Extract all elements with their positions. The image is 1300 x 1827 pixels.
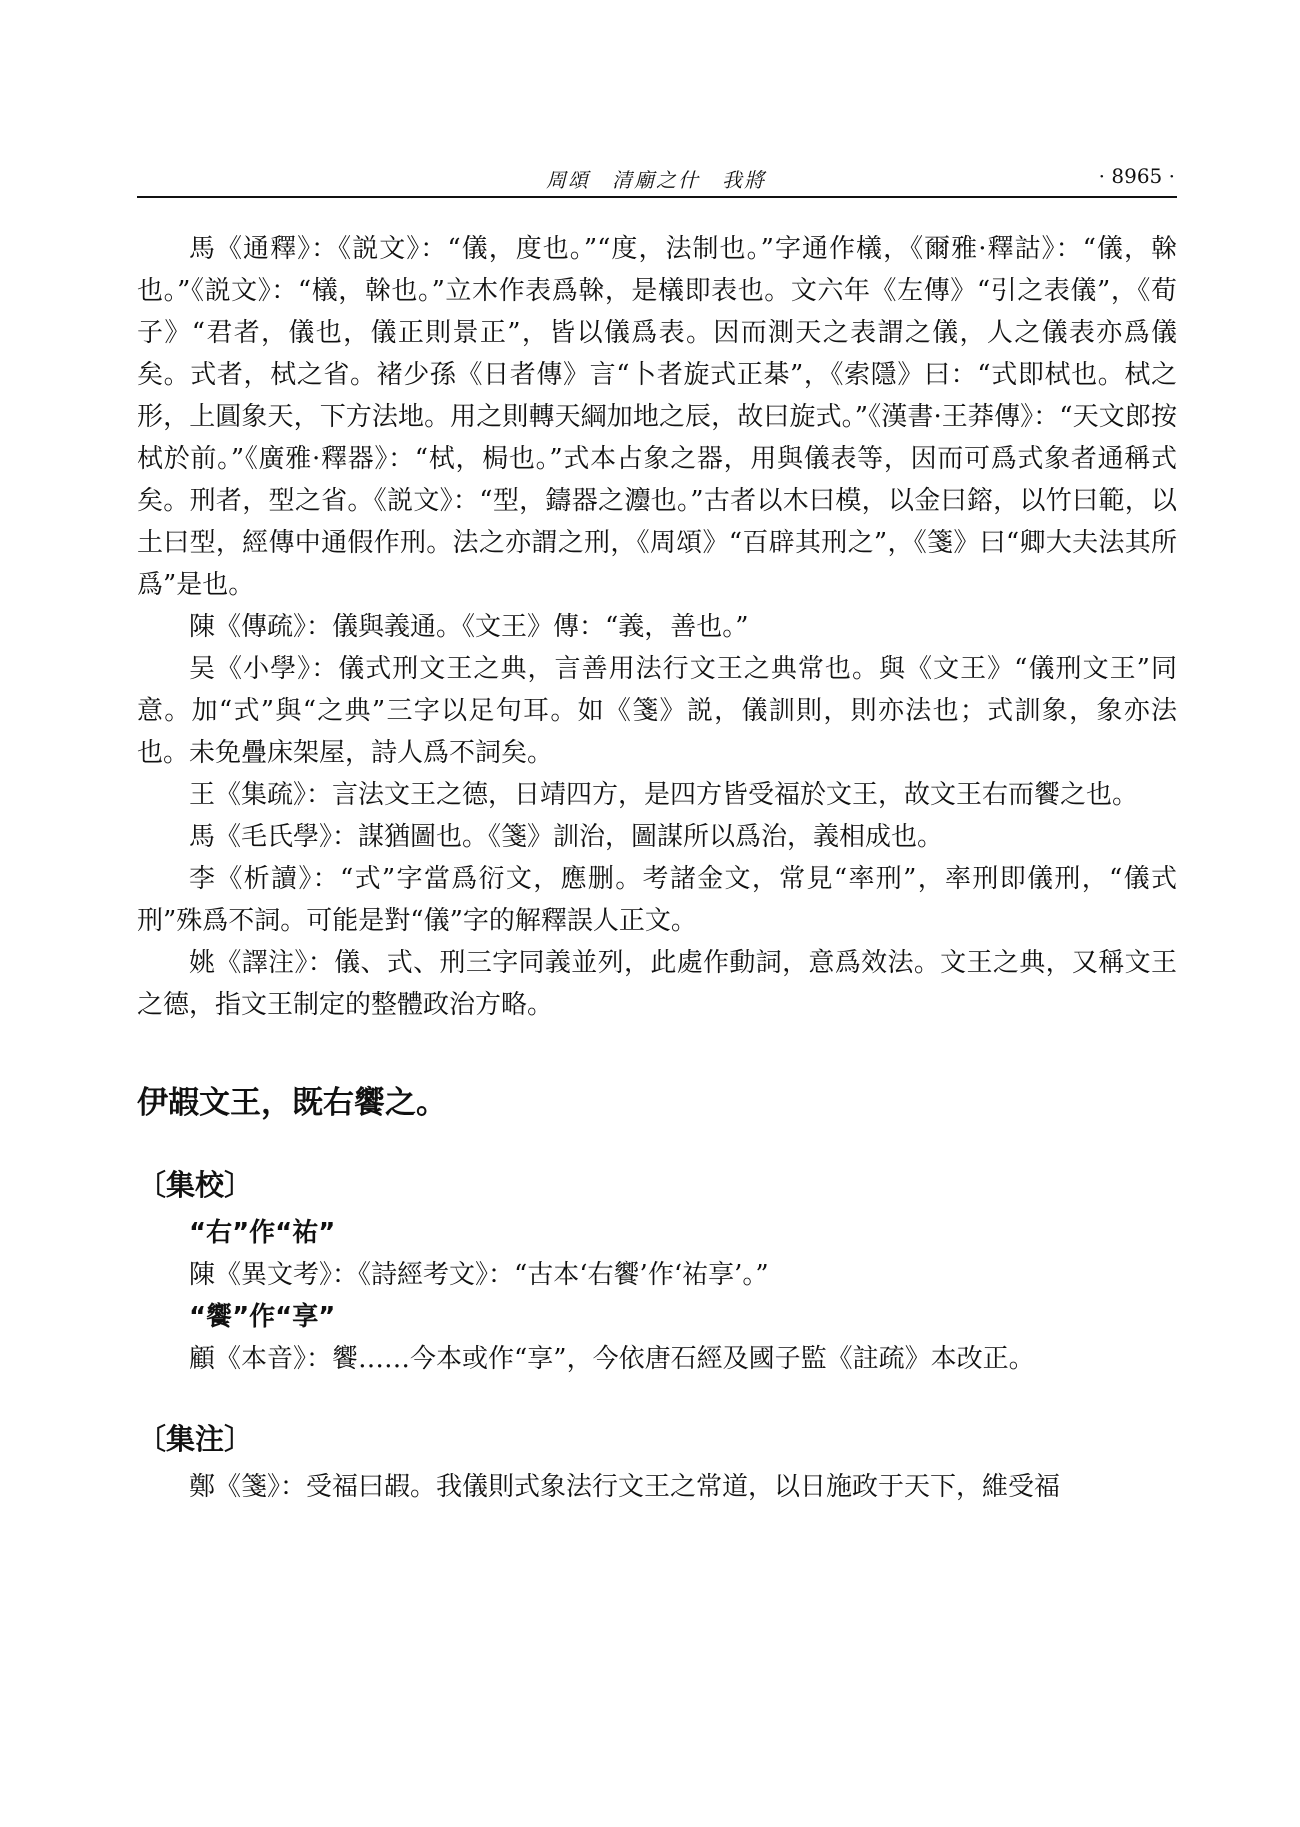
commentary-paragraph: 王《集疏》：言法文王之德，日靖四方，是四方皆受福於文王，故文王右而饗之也。 bbox=[189, 780, 1139, 810]
running-head bbox=[137, 162, 1175, 192]
section-heading-annotation: 〔集注〕 bbox=[137, 1422, 254, 1456]
verse-line: 伊嘏文王，既右饗之。 bbox=[137, 1085, 447, 1121]
variant-heading: “右”作“祐” bbox=[189, 1218, 336, 1248]
commentary-paragraph: 馬《毛氏學》：謀猶圖也。《箋》訓治，圖謀所以爲治，義相成也。 bbox=[189, 822, 944, 852]
commentary-paragraph: 吴《小學》：儀式刑文王之典，言善用法行文王之典常也。與《文王》“儀刑文王”同意。加“式”與“之典”三字以足句耳。如《箋》説，儀訓則，則亦法也；式訓象，象亦法也。未免疊床架屋，詩人爲不詞矣。 bbox=[137, 654, 1177, 768]
commentary-paragraph: 李《析讀》：“式”字當爲衍文，應删。考諸金文，常見“率刑”，率刑即儀刑，“儀式刑”殊爲不詞。可能是對“儀”字的解釋誤人正文。 bbox=[137, 864, 1177, 936]
commentary-paragraph: 姚《譯注》：儀、式、刑三字同義並列，此處作動詞，意爲效法。文王之典，又稱文王之德，指文王制定的整體政治方略。 bbox=[137, 948, 1177, 1020]
running-title: 周頌 清廟之什 我將 bbox=[546, 168, 766, 192]
section-heading-collation: 〔集校〕 bbox=[137, 1168, 254, 1202]
header-rule bbox=[137, 196, 1177, 198]
page-body bbox=[137, 228, 1177, 1508]
variant-note: 顧《本音》：饗……今本或作“享”，今依唐石經及國子監《註疏》本改正。 bbox=[189, 1344, 1035, 1374]
annotation-line: 鄭《箋》：受福曰嘏。我儀則式象法行文王之常道，以日施政于天下，維受福 bbox=[189, 1472, 1061, 1502]
variant-note: 陳《異文考》：《詩經考文》：“古本‘右饗’作‘祐享’。” bbox=[189, 1260, 769, 1290]
commentary-paragraph: 陳《傳疏》：儀與義通。《文王》傳：“義，善也。” bbox=[189, 612, 749, 642]
variant-heading: “饗”作“享” bbox=[189, 1302, 336, 1332]
page-number: · 8965 · bbox=[1098, 164, 1175, 188]
commentary-paragraph: 馬《通釋》：《説文》：“儀，度也。”“度，法制也。”字通作檥，《爾雅·釋詁》：“儀，榦也。”《説文》：“檥，榦也。”立木作表爲榦，是檥即表也。文六年《左傳》“引之表儀”，《荀子》“君者，儀也，儀正則景正”，皆以儀爲表。因而測天之表謂之儀，人之儀表亦爲儀矣。式者，栻之省。褚少孫《日者傳》言“卜者旋式正棊”，《索隱》曰：“式即栻也。栻之形，上圓象天，下方法地。用之則轉天綱加地之辰，故曰旋式。”《漢書·王莽傳》：“天文郎按栻於前。”《廣雅·釋器》：“栻，梮也。”式本占象之器，用與儀表等，因而可爲式象者通稱式矣。刑者，型之省。《説文》：“型，鑄器之灋也。”古者以木曰模，以金曰鎔，以竹曰範，以土曰型，經傳中通假作刑。法之亦謂之刑，《周頌》“百辟其刑之”，《箋》曰“卿大夫法其所爲”是也。 bbox=[137, 234, 1177, 600]
